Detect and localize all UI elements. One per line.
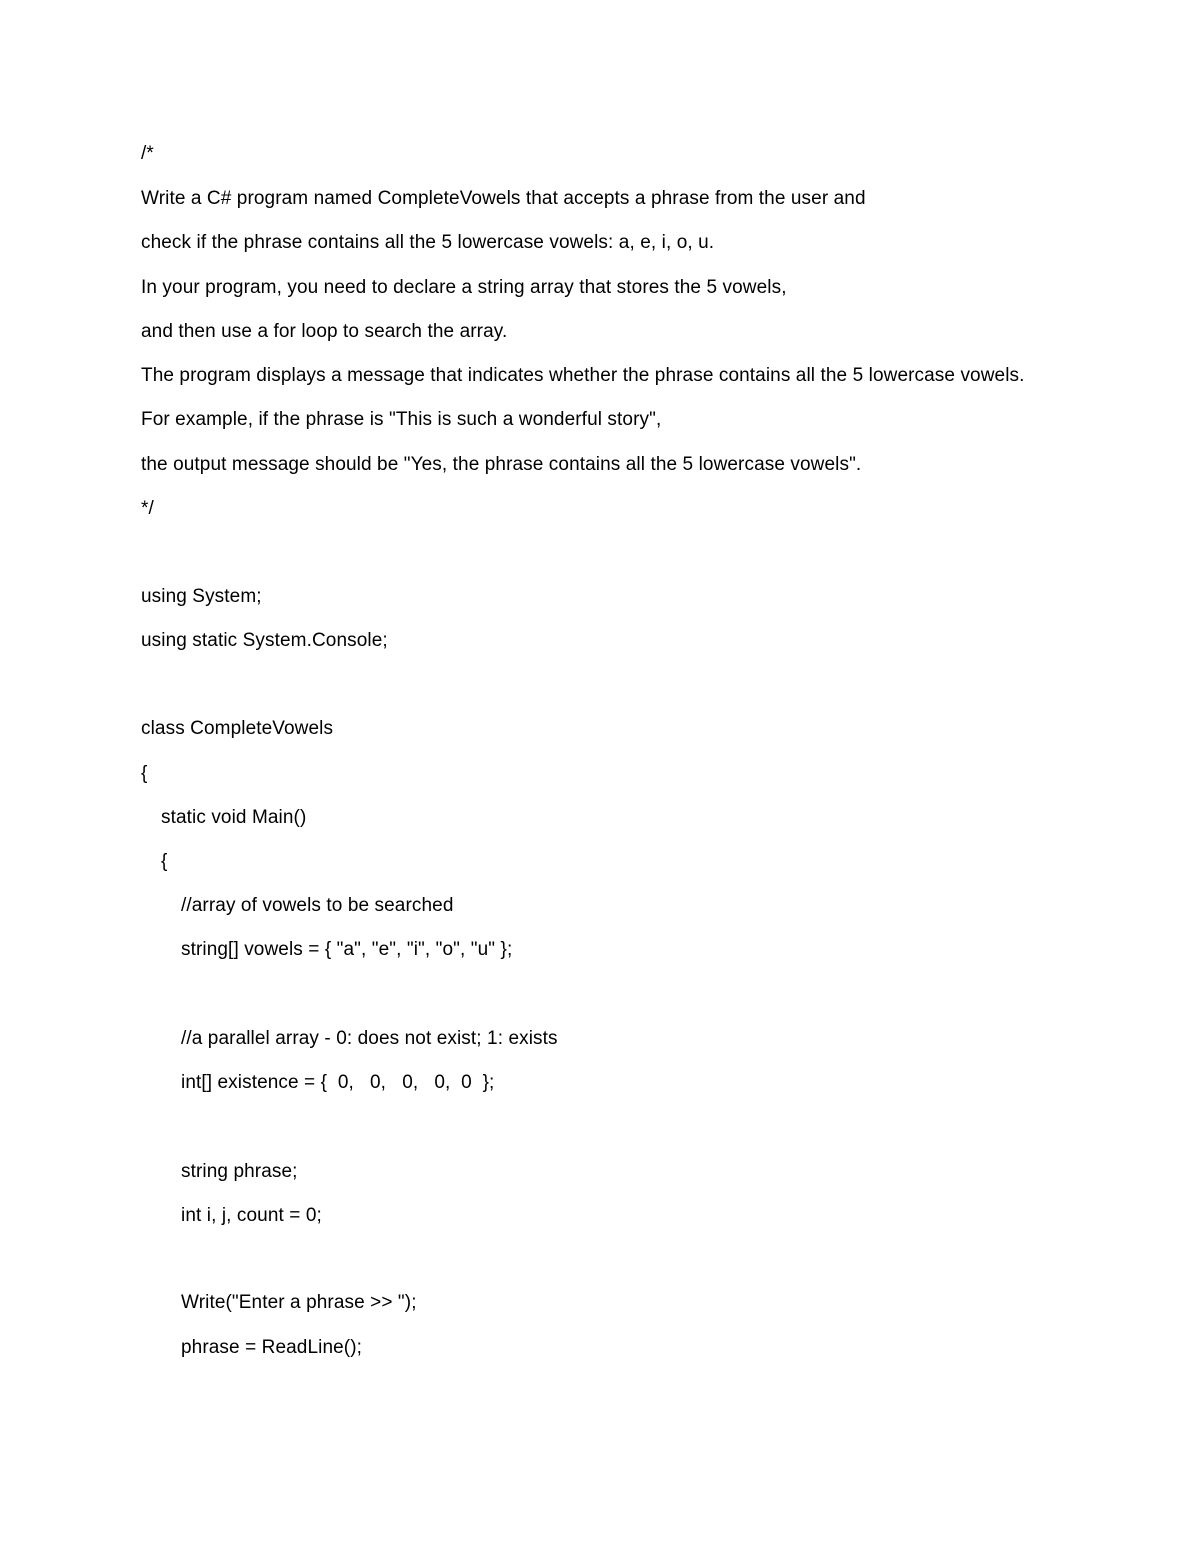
comment-close: */	[141, 498, 154, 519]
main-method-declaration: static void Main()	[161, 807, 307, 828]
comment-line-1: Write a C# program named CompleteVowels that accepts a phrase from the user and	[141, 188, 866, 209]
comment-line-6: For example, if the phrase is "This is such a wonderful story",	[141, 409, 662, 430]
parallel-array-comment: //a parallel array - 0: does not exist; 1: exists	[181, 1028, 558, 1049]
class-declaration: class CompleteVowels	[141, 718, 334, 739]
comment-open: /*	[141, 143, 154, 164]
class-open-brace: {	[141, 763, 148, 784]
write-prompt-line: Write("Enter a phrase >> ");	[181, 1292, 417, 1313]
comment-line-7: the output message should be "Yes, the phrase contains all the 5 lowercase vowels".	[141, 454, 862, 475]
main-open-brace: {	[161, 851, 168, 872]
comment-line-3: In your program, you need to declare a string array that stores the 5 vowels,	[141, 277, 787, 298]
comment-line-5: The program displays a message that indicates whether the phrase contains all the 5 lowercase vowels.	[141, 365, 1025, 386]
counter-declaration: int i, j, count = 0;	[181, 1205, 322, 1226]
existence-array-line: int[] existence = { 0, 0, 0, 0, 0 };	[181, 1072, 495, 1093]
vowels-comment: //array of vowels to be searched	[181, 895, 454, 916]
readline-line: phrase = ReadLine();	[181, 1337, 363, 1358]
comment-line-4: and then use a for loop to search the array.	[141, 321, 508, 342]
using-static-console: using static System.Console;	[141, 630, 388, 651]
phrase-declaration: string phrase;	[181, 1161, 298, 1182]
using-system: using System;	[141, 586, 262, 607]
vowels-array-line: string[] vowels = { "a", "e", "i", "o", "u" };	[181, 939, 513, 960]
comment-line-2: check if the phrase contains all the 5 lowercase vowels: a, e, i, o, u.	[141, 232, 715, 253]
